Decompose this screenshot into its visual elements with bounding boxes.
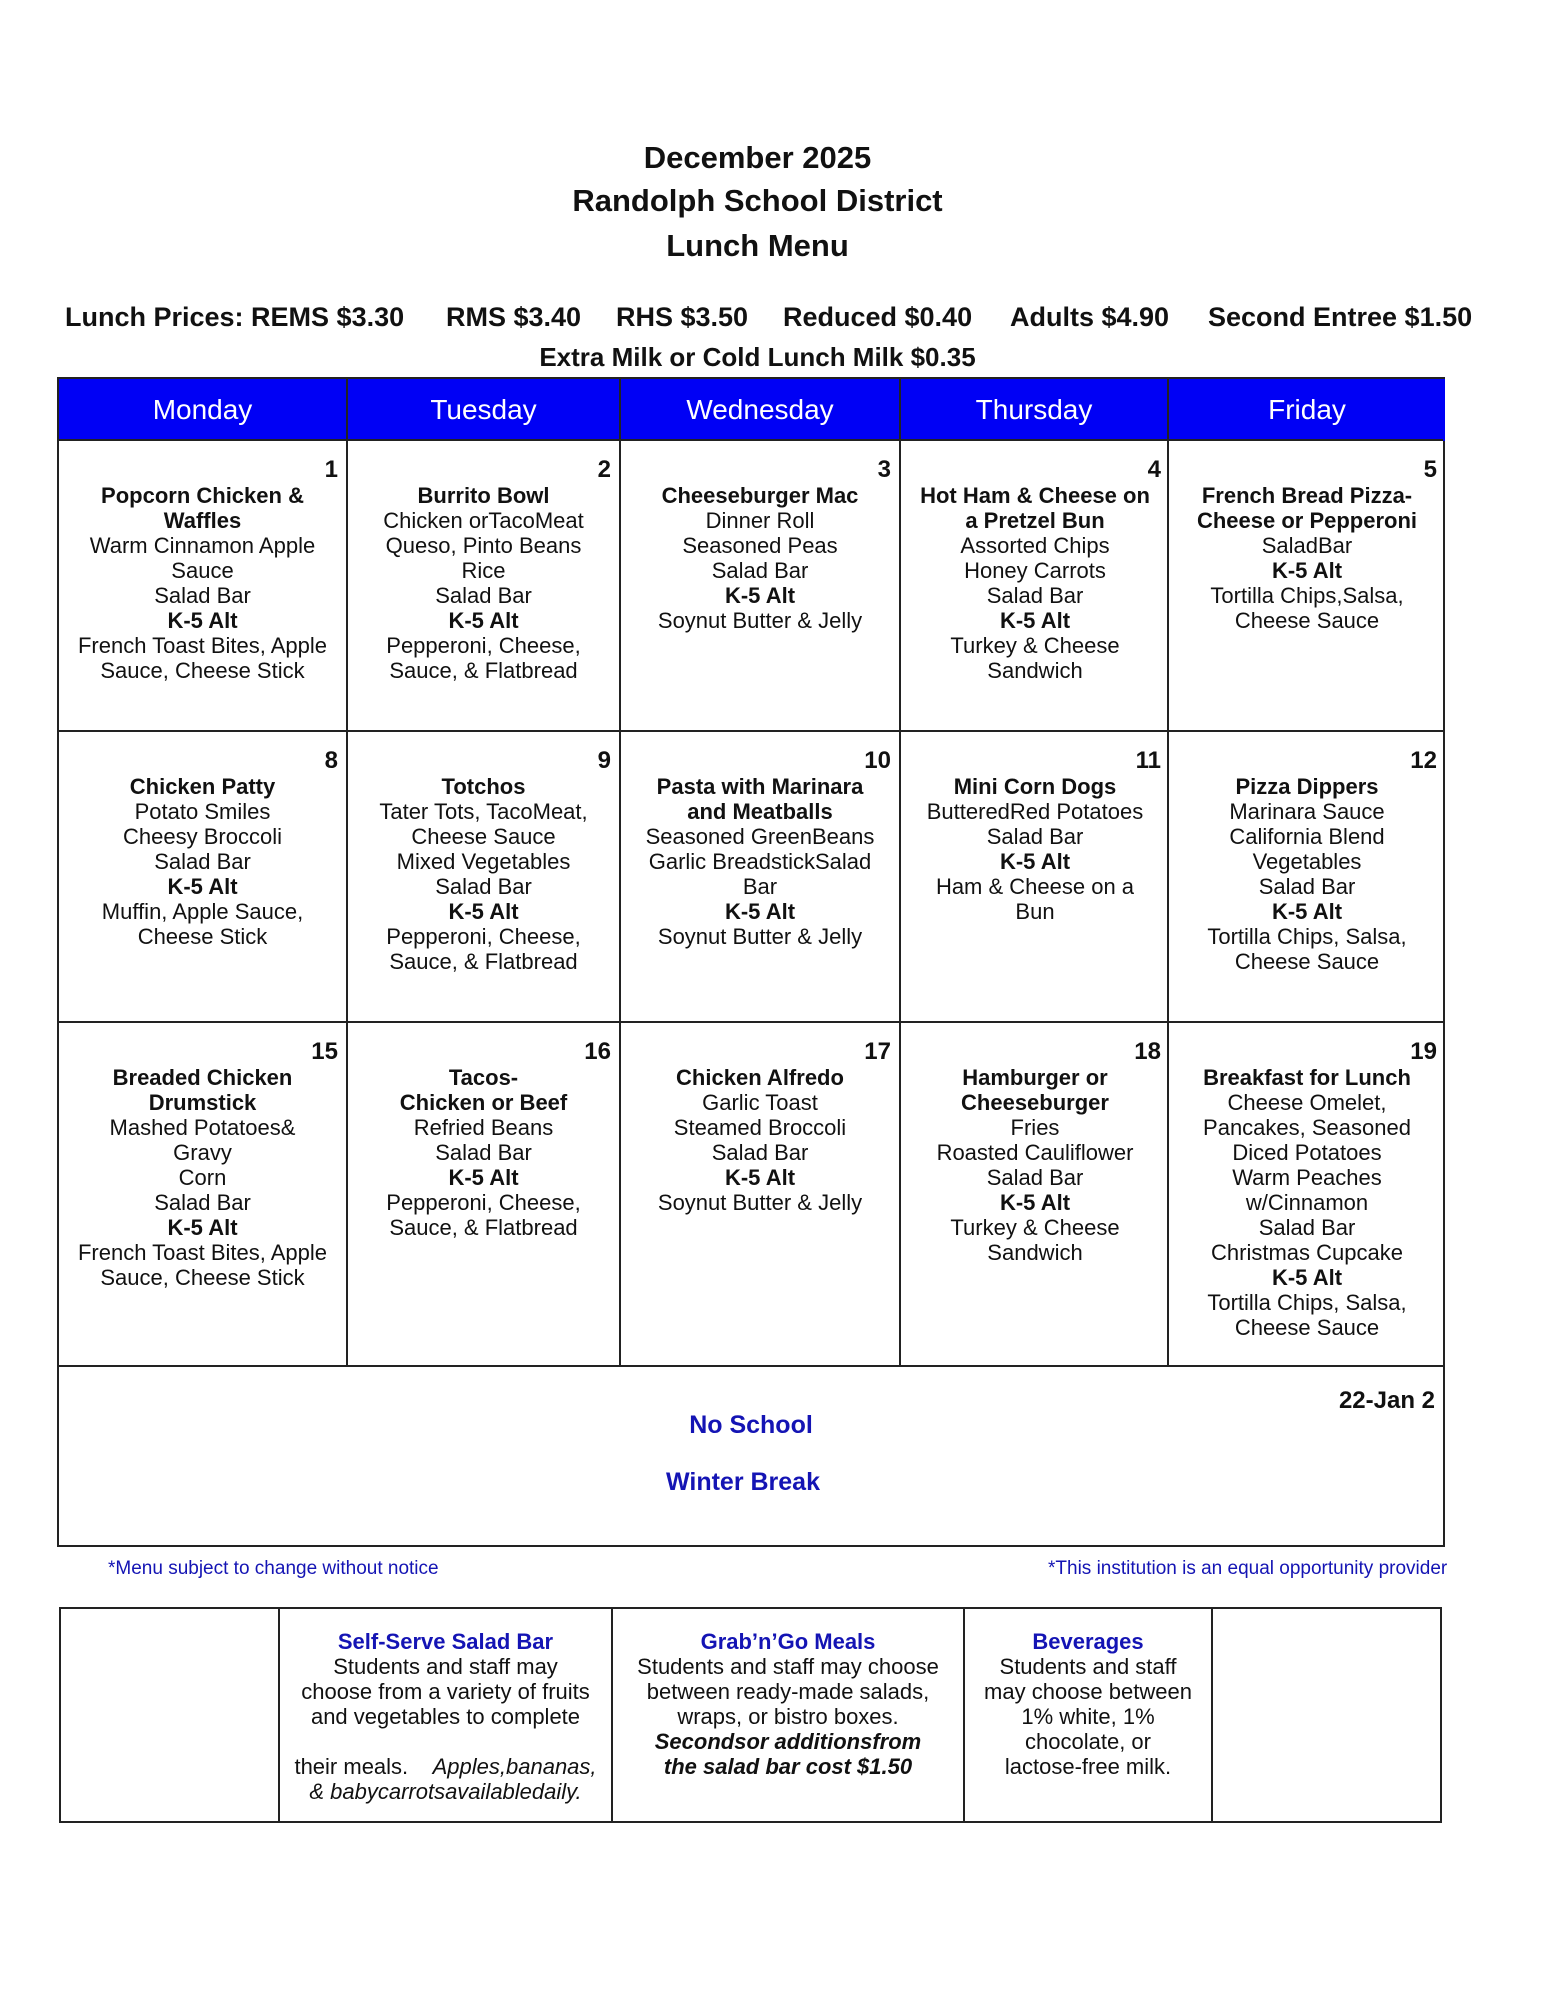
menu-item: Seasoned GreenBeans [645, 824, 875, 849]
day-cell [621, 441, 899, 730]
disclaimer-note: *Menu subject to change without notice [108, 1558, 439, 1579]
k5-alt-label: K-5 Alt [167, 608, 238, 633]
menu-item: Salad Bar [986, 1165, 1084, 1190]
menu-item: Garlic BreadstickSalad [648, 849, 872, 874]
k5-alt-item: Muffin, Apple Sauce, [101, 899, 304, 924]
price-reduced: Reduced $0.40 [783, 302, 973, 332]
day-number: 19 [1410, 1038, 1437, 1065]
menu-item: California Blend [1229, 824, 1385, 849]
day-number: 12 [1410, 747, 1437, 774]
price-rms: RMS $3.40 [446, 302, 582, 332]
menu-item: Fries [1010, 1115, 1060, 1140]
day-cell [1169, 1023, 1445, 1340]
entree-title: Pizza Dippers [1235, 774, 1379, 799]
winter-break-label: Winter Break [666, 1468, 820, 1496]
k5-alt-label: K-5 Alt [999, 608, 1071, 633]
menu-item: Rice [461, 558, 506, 583]
info-empty-left [61, 1609, 280, 1821]
day-cell [901, 1023, 1169, 1312]
menu-item: Salad Bar [435, 1140, 532, 1165]
day-cell [59, 732, 346, 1021]
k5-alt-item: Soynut Butter & Jelly [657, 924, 863, 949]
k5-alt-item: Cheese Sauce [1234, 1315, 1380, 1340]
k5-alt-label: K-5 Alt [448, 899, 519, 924]
entree-title: Chicken or Beef [399, 1090, 568, 1115]
grab-n-go-cost: Secondsor additionsfrom [654, 1729, 922, 1754]
menu-item: Salad Bar [1258, 874, 1356, 899]
k5-alt-label: K-5 Alt [1271, 1265, 1343, 1290]
day-number: 17 [864, 1038, 891, 1065]
entree-title: Burrito Bowl [417, 483, 550, 508]
day-number: 3 [877, 456, 891, 483]
menu-item: Warm Cinnamon Apple [89, 533, 316, 558]
grab-n-go-line: Students and staff may choose [637, 1654, 939, 1679]
day-number: 9 [597, 747, 611, 774]
salad-bar-availability: Apples,bananas, [432, 1754, 597, 1779]
day-number: 5 [1423, 456, 1437, 483]
k5-alt-item: Bun [1015, 899, 1055, 924]
entree-title: Chicken Patty [129, 774, 276, 799]
entree-title: Mini Corn Dogs [953, 774, 1117, 799]
beverages-line: Students and staff [999, 1654, 1177, 1679]
menu-item: Cheese Sauce [411, 824, 556, 849]
k5-alt-item: French Toast Bites, Apple [77, 1240, 328, 1265]
k5-alt-item: Ham & Cheese on a [935, 874, 1135, 899]
k5-alt-label: K-5 Alt [999, 1190, 1071, 1215]
menu-item: Honey Carrots [964, 558, 1106, 583]
k5-alt-label: K-5 Alt [724, 1165, 796, 1190]
info-empty-right [1213, 1609, 1440, 1821]
menu-item: Gravy [173, 1140, 232, 1165]
entree-title: Cheeseburger [961, 1090, 1109, 1115]
k5-alt-item: Soynut Butter & Jelly [657, 608, 863, 633]
k5-alt-label: K-5 Alt [724, 899, 796, 924]
entree-title: Pasta with Marinara [656, 774, 864, 799]
menu-item: Warm Peaches [1232, 1165, 1382, 1190]
day-number: 8 [324, 747, 338, 774]
k5-alt-label: K-5 Alt [167, 874, 238, 899]
entree-title: Hot Ham & Cheese on [920, 483, 1150, 508]
grab-n-go-heading: Grab’n’Go Meals [700, 1629, 876, 1654]
header-tuesday: Tuesday [348, 379, 621, 441]
info-grab-n-go [613, 1609, 965, 1821]
beverages-line: may choose between [984, 1679, 1192, 1704]
day-number: 4 [1147, 456, 1161, 483]
entree-title: Cheeseburger Mac [661, 483, 859, 508]
k5-alt-item: Sandwich [987, 1240, 1083, 1265]
menu-item: Salad Bar [986, 583, 1084, 608]
entree-title: and Meatballs [687, 799, 833, 824]
price-adults: Adults $4.90 [1010, 302, 1170, 332]
menu-item: Christmas Cupcake [1211, 1240, 1403, 1265]
menu-item: Assorted Chips [960, 533, 1110, 558]
menu-item: SaladBar [1261, 533, 1353, 558]
k5-alt-item: Tortilla Chips,Salsa, [1210, 583, 1404, 608]
entree-title: a Pretzel Bun [965, 508, 1105, 533]
beverages-line: 1% white, 1% [1021, 1704, 1155, 1729]
day-cell [348, 441, 619, 730]
menu-item: Steamed Broccoli [673, 1115, 847, 1140]
k5-alt-label: K-5 Alt [448, 608, 519, 633]
salad-bar-heading: Self-Serve Salad Bar [337, 1629, 554, 1654]
menu-item: Salad Bar [435, 874, 532, 899]
beverages-line: chocolate, or [1025, 1729, 1151, 1754]
k5-alt-item: Sandwich [987, 658, 1083, 683]
k5-alt-label: K-5 Alt [167, 1215, 238, 1240]
info-beverages [965, 1609, 1213, 1821]
menu-item: Diced Potatoes [1232, 1140, 1382, 1165]
menu-item: Tater Tots, TacoMeat, [379, 799, 588, 824]
day-cell [59, 441, 346, 730]
day-cell [621, 1023, 899, 1312]
menu-item: Dinner Roll [705, 508, 815, 533]
menu-item: Roasted Cauliflower [936, 1140, 1134, 1165]
entree-title: Breaded Chicken [112, 1065, 293, 1090]
menu-calendar [57, 377, 1445, 1547]
grab-n-go-line: between ready-made salads, [646, 1679, 930, 1704]
menu-item: Salad Bar [711, 558, 809, 583]
day-cell [1169, 732, 1445, 1021]
beverages-heading: Beverages [1032, 1629, 1144, 1654]
salad-bar-line: choose from a variety of fruits [301, 1679, 590, 1704]
day-cell [59, 1023, 346, 1312]
salad-bar-line: and vegetables to complete [310, 1704, 581, 1729]
menu-item: ButteredRed Potatoes [926, 799, 1144, 824]
beverages-line: lactose-free milk. [1004, 1754, 1172, 1779]
k5-alt-item: Sauce, & Flatbread [389, 1215, 578, 1240]
no-school-label: No School [689, 1411, 813, 1439]
price-rems: Lunch Prices: REMS $3.30 [65, 302, 405, 332]
entree-title: Tacos- [448, 1065, 519, 1090]
day-number: 16 [584, 1038, 611, 1065]
menu-item: Marinara Sauce [1229, 799, 1385, 824]
break-dates: 22-Jan 2 [1338, 1387, 1435, 1414]
price-second-entree: Second Entree $1.50 [1208, 302, 1473, 332]
day-number: 10 [864, 747, 891, 774]
k5-alt-item: Pepperoni, Cheese, [386, 924, 581, 949]
k5-alt-label: K-5 Alt [1271, 899, 1343, 924]
day-number: 2 [597, 456, 611, 483]
menu-item: Mixed Vegetables [396, 849, 571, 874]
equal-opportunity-note: *This institution is an equal opportunity provider [1048, 1558, 1448, 1579]
k5-alt-item: Soynut Butter & Jelly [657, 1190, 863, 1215]
menu-item: Chicken orTacoMeat [383, 508, 584, 533]
k5-alt-item: Sauce, & Flatbread [389, 949, 578, 974]
menu-item: Cheese Omelet, [1227, 1090, 1387, 1115]
menu-item: Bar [742, 874, 778, 899]
day-cell [621, 732, 899, 1021]
salad-bar-tail: their meals. [294, 1754, 409, 1779]
entree-title: Waffles [163, 508, 242, 533]
menu-item: Salad Bar [154, 849, 251, 874]
header-wednesday: Wednesday [621, 379, 901, 441]
menu-item: Vegetables [1252, 849, 1362, 874]
menu-item: Queso, Pinto Beans [385, 533, 582, 558]
k5-alt-item: Sauce, Cheese Stick [100, 658, 305, 683]
menu-item: Corn [178, 1165, 227, 1190]
k5-alt-item: Turkey & Cheese [950, 633, 1120, 658]
entree-title: Cheese or Pepperoni [1196, 508, 1418, 533]
day-number: 15 [311, 1038, 338, 1065]
menu-item: Salad Bar [154, 1190, 251, 1215]
menu-item: Sauce [171, 558, 234, 583]
k5-alt-label: K-5 Alt [448, 1165, 519, 1190]
entree-title: French Bread Pizza- [1201, 483, 1413, 508]
grab-n-go-cost: the salad bar cost $1.50 [663, 1754, 913, 1779]
lunch-prices [63, 302, 1483, 342]
k5-alt-item: Sauce, Cheese Stick [100, 1265, 305, 1290]
menu-item: Seasoned Peas [682, 533, 838, 558]
entree-title: Chicken Alfredo [676, 1065, 844, 1090]
day-cell [901, 732, 1169, 1021]
k5-alt-item: Pepperoni, Cheese, [386, 1190, 581, 1215]
menu-item: Refried Beans [413, 1115, 554, 1140]
price-rhs: RHS $3.50 [616, 302, 749, 332]
k5-alt-item: Pepperoni, Cheese, [386, 633, 581, 658]
menu-item: w/Cinnamon [1245, 1190, 1369, 1215]
k5-alt-item: Tortilla Chips, Salsa, [1207, 924, 1407, 949]
grab-n-go-line: wraps, or bistro boxes. [677, 1704, 899, 1729]
header-friday: Friday [1169, 379, 1445, 441]
k5-alt-item: Turkey & Cheese [950, 1215, 1120, 1240]
k5-alt-label: K-5 Alt [724, 583, 796, 608]
k5-alt-item: Cheese Sauce [1234, 608, 1380, 633]
day-number: 11 [1135, 747, 1161, 774]
menu-item: Potato Smiles [134, 799, 271, 824]
entree-title: Totchos [441, 774, 526, 799]
day-cell [348, 732, 619, 1021]
menu-item: Salad Bar [435, 583, 532, 608]
menu-item: Garlic Toast [702, 1090, 818, 1115]
entree-title: Hamburger or [962, 1065, 1108, 1090]
menu-item: Salad Bar [154, 583, 251, 608]
salad-bar-availability: & babycarrotsavailabledaily. [309, 1779, 582, 1804]
k5-alt-item: Tortilla Chips, Salsa, [1207, 1290, 1407, 1315]
k5-alt-item: Cheese Stick [137, 924, 268, 949]
k5-alt-label: K-5 Alt [1271, 558, 1343, 583]
info-salad-bar [280, 1609, 613, 1821]
menu-item: Cheesy Broccoli [123, 824, 282, 849]
k5-alt-item: Sauce, & Flatbread [389, 658, 578, 683]
k5-alt-item: French Toast Bites, Apple [77, 633, 328, 658]
k5-alt-label: K-5 Alt [999, 849, 1071, 874]
menu-item: Mashed Potatoes& [109, 1115, 296, 1140]
winter-break-block [59, 1367, 1443, 1547]
menu-item: Salad Bar [1258, 1215, 1356, 1240]
header-monday: Monday [59, 379, 348, 441]
day-cell [901, 441, 1169, 730]
menu-item: Pancakes, Seasoned [1203, 1115, 1411, 1140]
menu-item: Salad Bar [986, 824, 1084, 849]
day-cell [1169, 441, 1445, 730]
k5-alt-item: Cheese Sauce [1234, 949, 1380, 974]
menu-month: December 2025 [643, 140, 872, 175]
price-milk: Extra Milk or Cold Lunch Milk $0.35 [539, 342, 976, 372]
salad-bar-line: Students and staff may [333, 1654, 558, 1679]
header-thursday: Thursday [901, 379, 1169, 441]
day-cell [348, 1023, 619, 1312]
district-name: Randolph School District [572, 183, 943, 218]
menu-title: Lunch Menu [666, 228, 849, 263]
day-number: 18 [1134, 1038, 1161, 1065]
entree-title: Popcorn Chicken & [101, 483, 304, 508]
day-number: 1 [324, 456, 338, 483]
info-table [59, 1607, 1442, 1823]
entree-title: Drumstick [148, 1090, 257, 1115]
entree-title: Breakfast for Lunch [1203, 1065, 1411, 1090]
menu-item: Salad Bar [711, 1140, 809, 1165]
